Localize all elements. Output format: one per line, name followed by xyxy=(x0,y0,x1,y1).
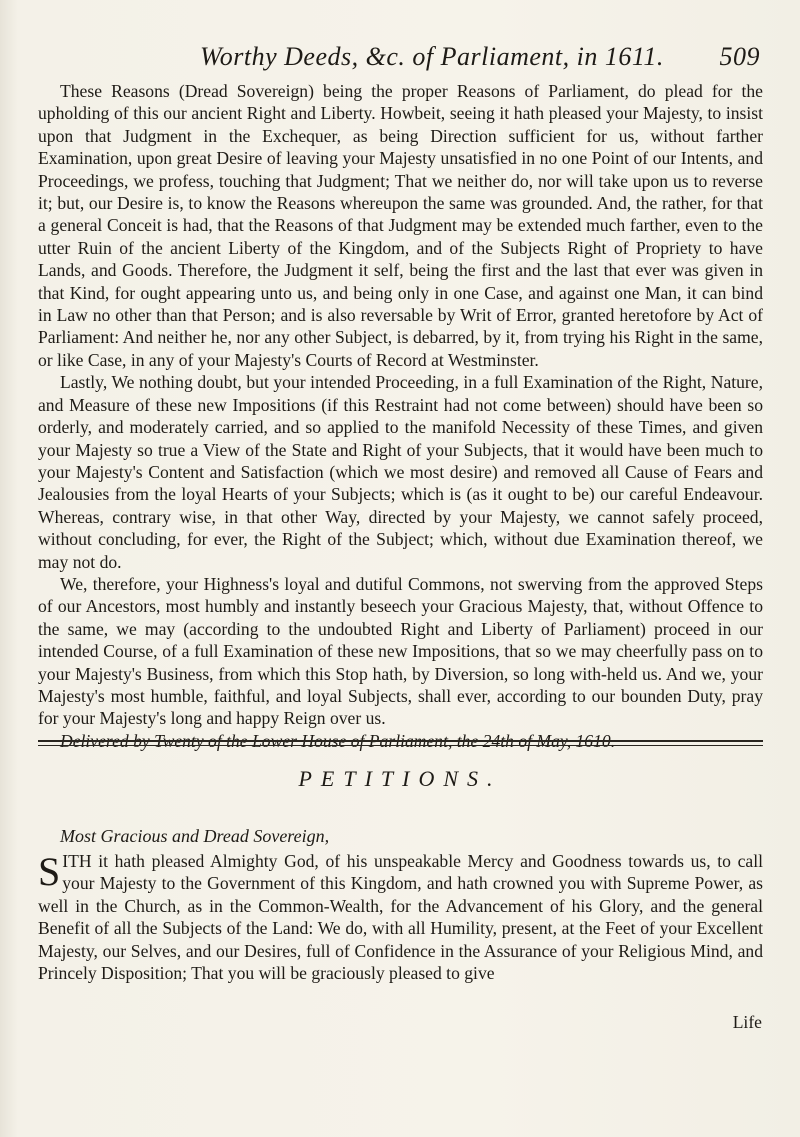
drop-cap: S xyxy=(38,849,61,894)
page-number: 509 xyxy=(719,42,760,71)
catchword: Life xyxy=(732,1012,762,1032)
section-heading: PETITIONS. xyxy=(298,766,502,791)
paragraph-reasons: These Reasons (Dread Sovereign) being the proper Reasons of Parliament, do plead for the upholding of this our ancient Right and Liberty. Howbeit, seeing it hath pleased your Majesty, to insist upon that Judgment in the Exchequer, as being Direction sufficient for us, without farther Examination, upon great Desire of leaving your Majesty unsatisfied in no one Point of our Intents, and Proceedings, we profess, touching that Judgment; That we neither do, nor will take upon us to reverse it; but, our Desire is, to know the Reasons whereupon the same was grounded. And, the rather, for that a general Conceit is had, that the Reasons of that Judgment may be extended much farther, even to the utter Ruin of the ancient Liberty of the Kingdom, and of the Subjects Right of Propriety to have Lands, and Goods. Therefore, the Judgment it self, being the first and the last that ever was given in that Kind, for ought appearing unto us, and being only in one Case, and against one Man, it can bind in Law no other than that Person; and is also reversable by Writ of Error, granted heretofore by Act of Parliament: And neither he, nor any other Subject, is debarred, by it, from trying his Right in the same, or like Case, in any of your Majesty's Courts of Record at Westminster. xyxy=(38,81,763,370)
paragraph-lastly: Lastly, We nothing doubt, but your intended Proceeding, in a full Examination of the Right, Nature, and Measure of these new Impositions (if this Restraint had not come between) should have been so orderly, and moderately carried, and so applied to the manifold Necessity of these Times, and given your Majesty so true a View of the State and Right of your Subjects, that it would have been much to your Majesty's Content and Satisfaction (which we most desire) and removed all Cause of Fears and Jealousies from the loyal Hearts of your Subjects; which is (as it ought to be) our careful Endeavour. Whereas, contrary wise, in that other Way, directed by your Majesty, we cannot safely proceed, without concluding, for ever, the Right of the Subject; which, without due Examination thereof, we may not do. xyxy=(38,372,763,572)
running-head-title: Worthy Deeds, &c. of Parliament, in 1611. xyxy=(200,42,664,71)
salutation: Most Gracious and Dread Sovereign, xyxy=(60,826,330,846)
running-head xyxy=(200,42,760,72)
delivery-note: Delivered by Twenty of the Lower House of Parliament, the 24th of May, 1610. xyxy=(60,730,616,751)
body-text xyxy=(38,80,763,752)
petition-text xyxy=(38,850,763,984)
section-divider xyxy=(38,740,763,746)
paragraph-we-therefore: We, therefore, your Highness's loyal and dutiful Commons, not swerving from the approved Steps of our Ancestors, most humbly and instantly beseech your Gracious Majesty, that, without Offence to the same, we may (according to the undoubted Right and Liberty of Parliament) proceed in our intended Course, of a full Examination of these new Impositions, that so we may cheerfully pass on to your Majesty's Business, from which this Stop hath, by Diversion, so long with-held us. And we, your Majesty's most humble, faithful, and loyal Subjects, shall ever, according to our bounden Duty, pray for your Majesty's long and happy Reign over us. xyxy=(38,573,763,729)
petition-body: ITH it hath pleased Almighty God, of his unspeakable Mercy and Goodness towards us, to call your Majesty to the Government of this Kingdom, and hath crowned you with Supreme Power, as well in the Church, as in the Common-Wealth, for the Advancement of his Glory, and the general Benefit of all the Subjects of the Land: We do, with all Humility, present, at the Feet of your Excellent Majesty, our Selves, and our Desires, full of Confidence in the Assurance of your Religious Mind, and Princely Disposition; That you will be graciously pleased to give xyxy=(38,851,763,984)
